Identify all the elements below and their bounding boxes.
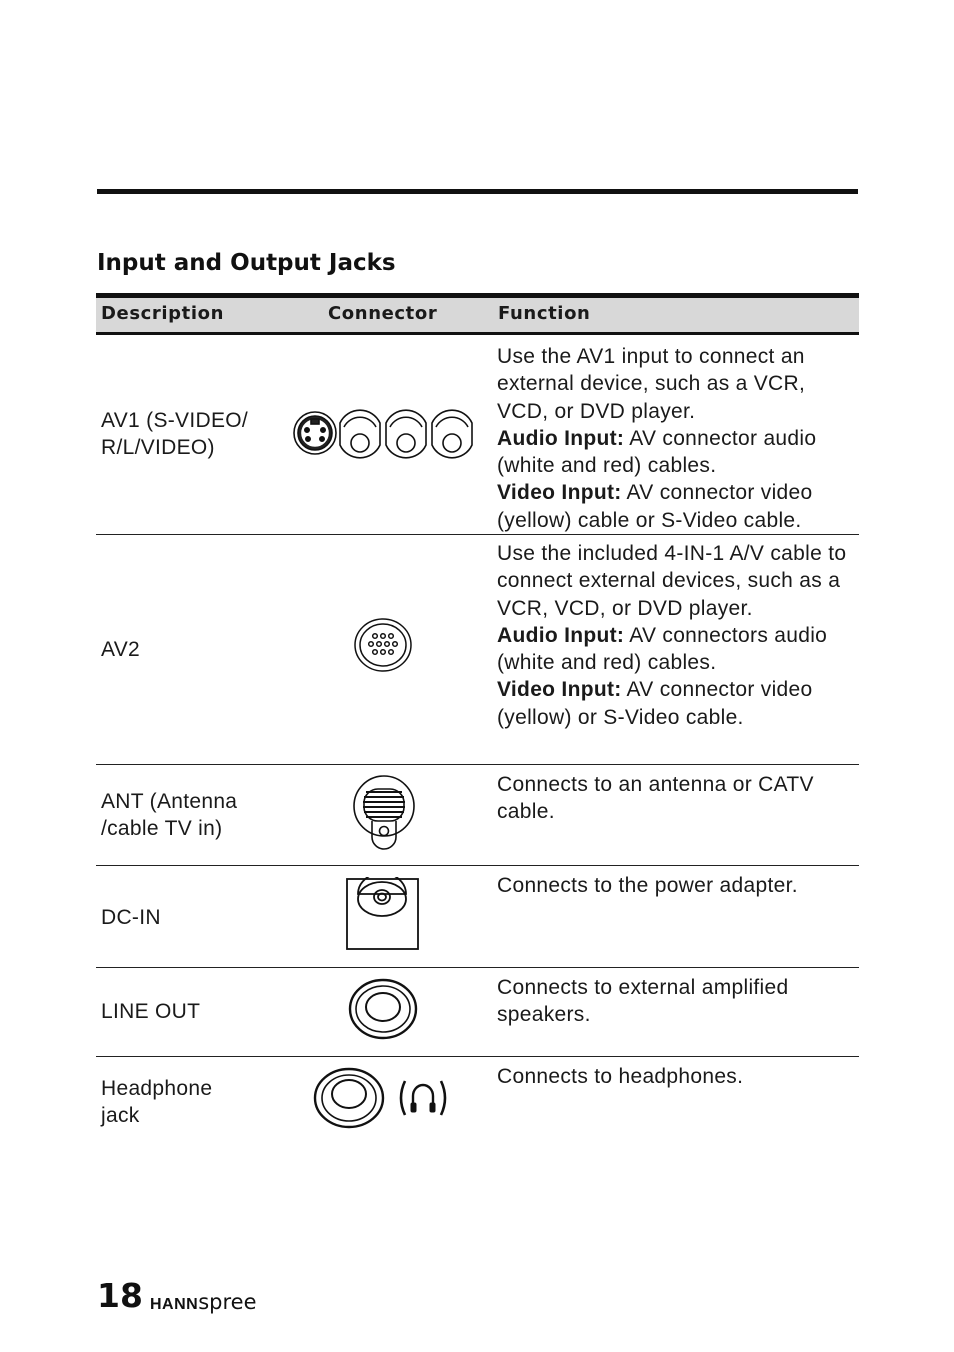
row-function	[497, 974, 859, 1029]
desc-line: R/L/VIDEO)	[101, 436, 215, 459]
video-input-label: Video Input:	[497, 481, 622, 505]
row-description	[101, 998, 200, 1025]
row-description	[101, 407, 248, 461]
header-description: Description	[101, 303, 225, 324]
brand-light: spree	[198, 1290, 257, 1314]
desc-line: AV1 (S-VIDEO/	[101, 409, 249, 432]
coaxial-antenna-jack-icon	[352, 775, 416, 856]
header-function: Function	[498, 303, 591, 324]
brand-logo	[150, 1290, 257, 1315]
svideo-rca-jacks-icon	[292, 403, 477, 470]
desc-line: DC-IN	[101, 906, 161, 929]
table-row	[96, 1057, 859, 1149]
row-function	[497, 1063, 859, 1090]
page-number: 18	[97, 1276, 143, 1315]
table-row	[96, 968, 859, 1057]
video-input-text: AV connector video (yellow) or S-Video cable.	[497, 678, 813, 729]
header-connector: Connector	[328, 303, 438, 324]
table-header	[96, 293, 859, 335]
function-text: Connects to headphones.	[497, 1065, 744, 1088]
audio-input-text: AV connectors audio (white and red) cables.	[497, 623, 828, 675]
section-title: Input and Output Jacks	[97, 250, 396, 276]
function-text: Connects to the power adapter.	[497, 874, 798, 897]
table-row	[96, 765, 859, 866]
row-description	[101, 636, 140, 663]
audio-input-label: Audio Input:	[497, 623, 625, 647]
desc-line: LINE OUT	[101, 1000, 201, 1023]
table-row	[96, 535, 859, 765]
function-text: Use the included 4-IN-1 A/V cable to connect external devices, such as a VCR, VCD, or DVD player.	[497, 542, 847, 620]
table-row	[96, 335, 859, 535]
desc-line: /cable TV in)	[101, 817, 223, 840]
dc-power-jack-icon	[345, 877, 421, 956]
jacks-table	[96, 293, 859, 1149]
desc-line: ANT (Antenna	[101, 790, 238, 813]
desc-line: jack	[101, 1104, 140, 1127]
top-rule	[97, 189, 858, 194]
desc-line: Headphone	[101, 1077, 213, 1100]
audio-input-label: Audio Input:	[497, 426, 625, 450]
desc-line: AV2	[101, 638, 141, 661]
video-input-text: AV connector video (yellow) cable or S-Video cable.	[497, 481, 813, 532]
row-function	[497, 872, 859, 899]
row-function	[497, 343, 859, 534]
function-text: Connects to an antenna or CATV cable.	[497, 773, 814, 824]
function-text: Use the AV1 input to connect an external device, such as a VCR, VCD, or DVD player.	[497, 345, 806, 423]
row-description	[101, 904, 161, 931]
row-function	[497, 540, 859, 731]
function-text: Connects to external amplified speakers.	[497, 976, 789, 1027]
audio-input-text: AV connector audio (white and red) cables.	[497, 426, 817, 478]
line-out-jack-icon	[347, 978, 419, 1047]
row-description	[101, 788, 237, 842]
headphone-jack-icon	[313, 1065, 453, 1136]
video-input-label: Video Input:	[497, 678, 622, 702]
multi-pin-connector-icon	[353, 617, 413, 678]
row-description	[101, 1075, 212, 1129]
row-function	[497, 771, 859, 826]
brand-bold: HANN	[150, 1296, 199, 1313]
table-row	[96, 866, 859, 968]
